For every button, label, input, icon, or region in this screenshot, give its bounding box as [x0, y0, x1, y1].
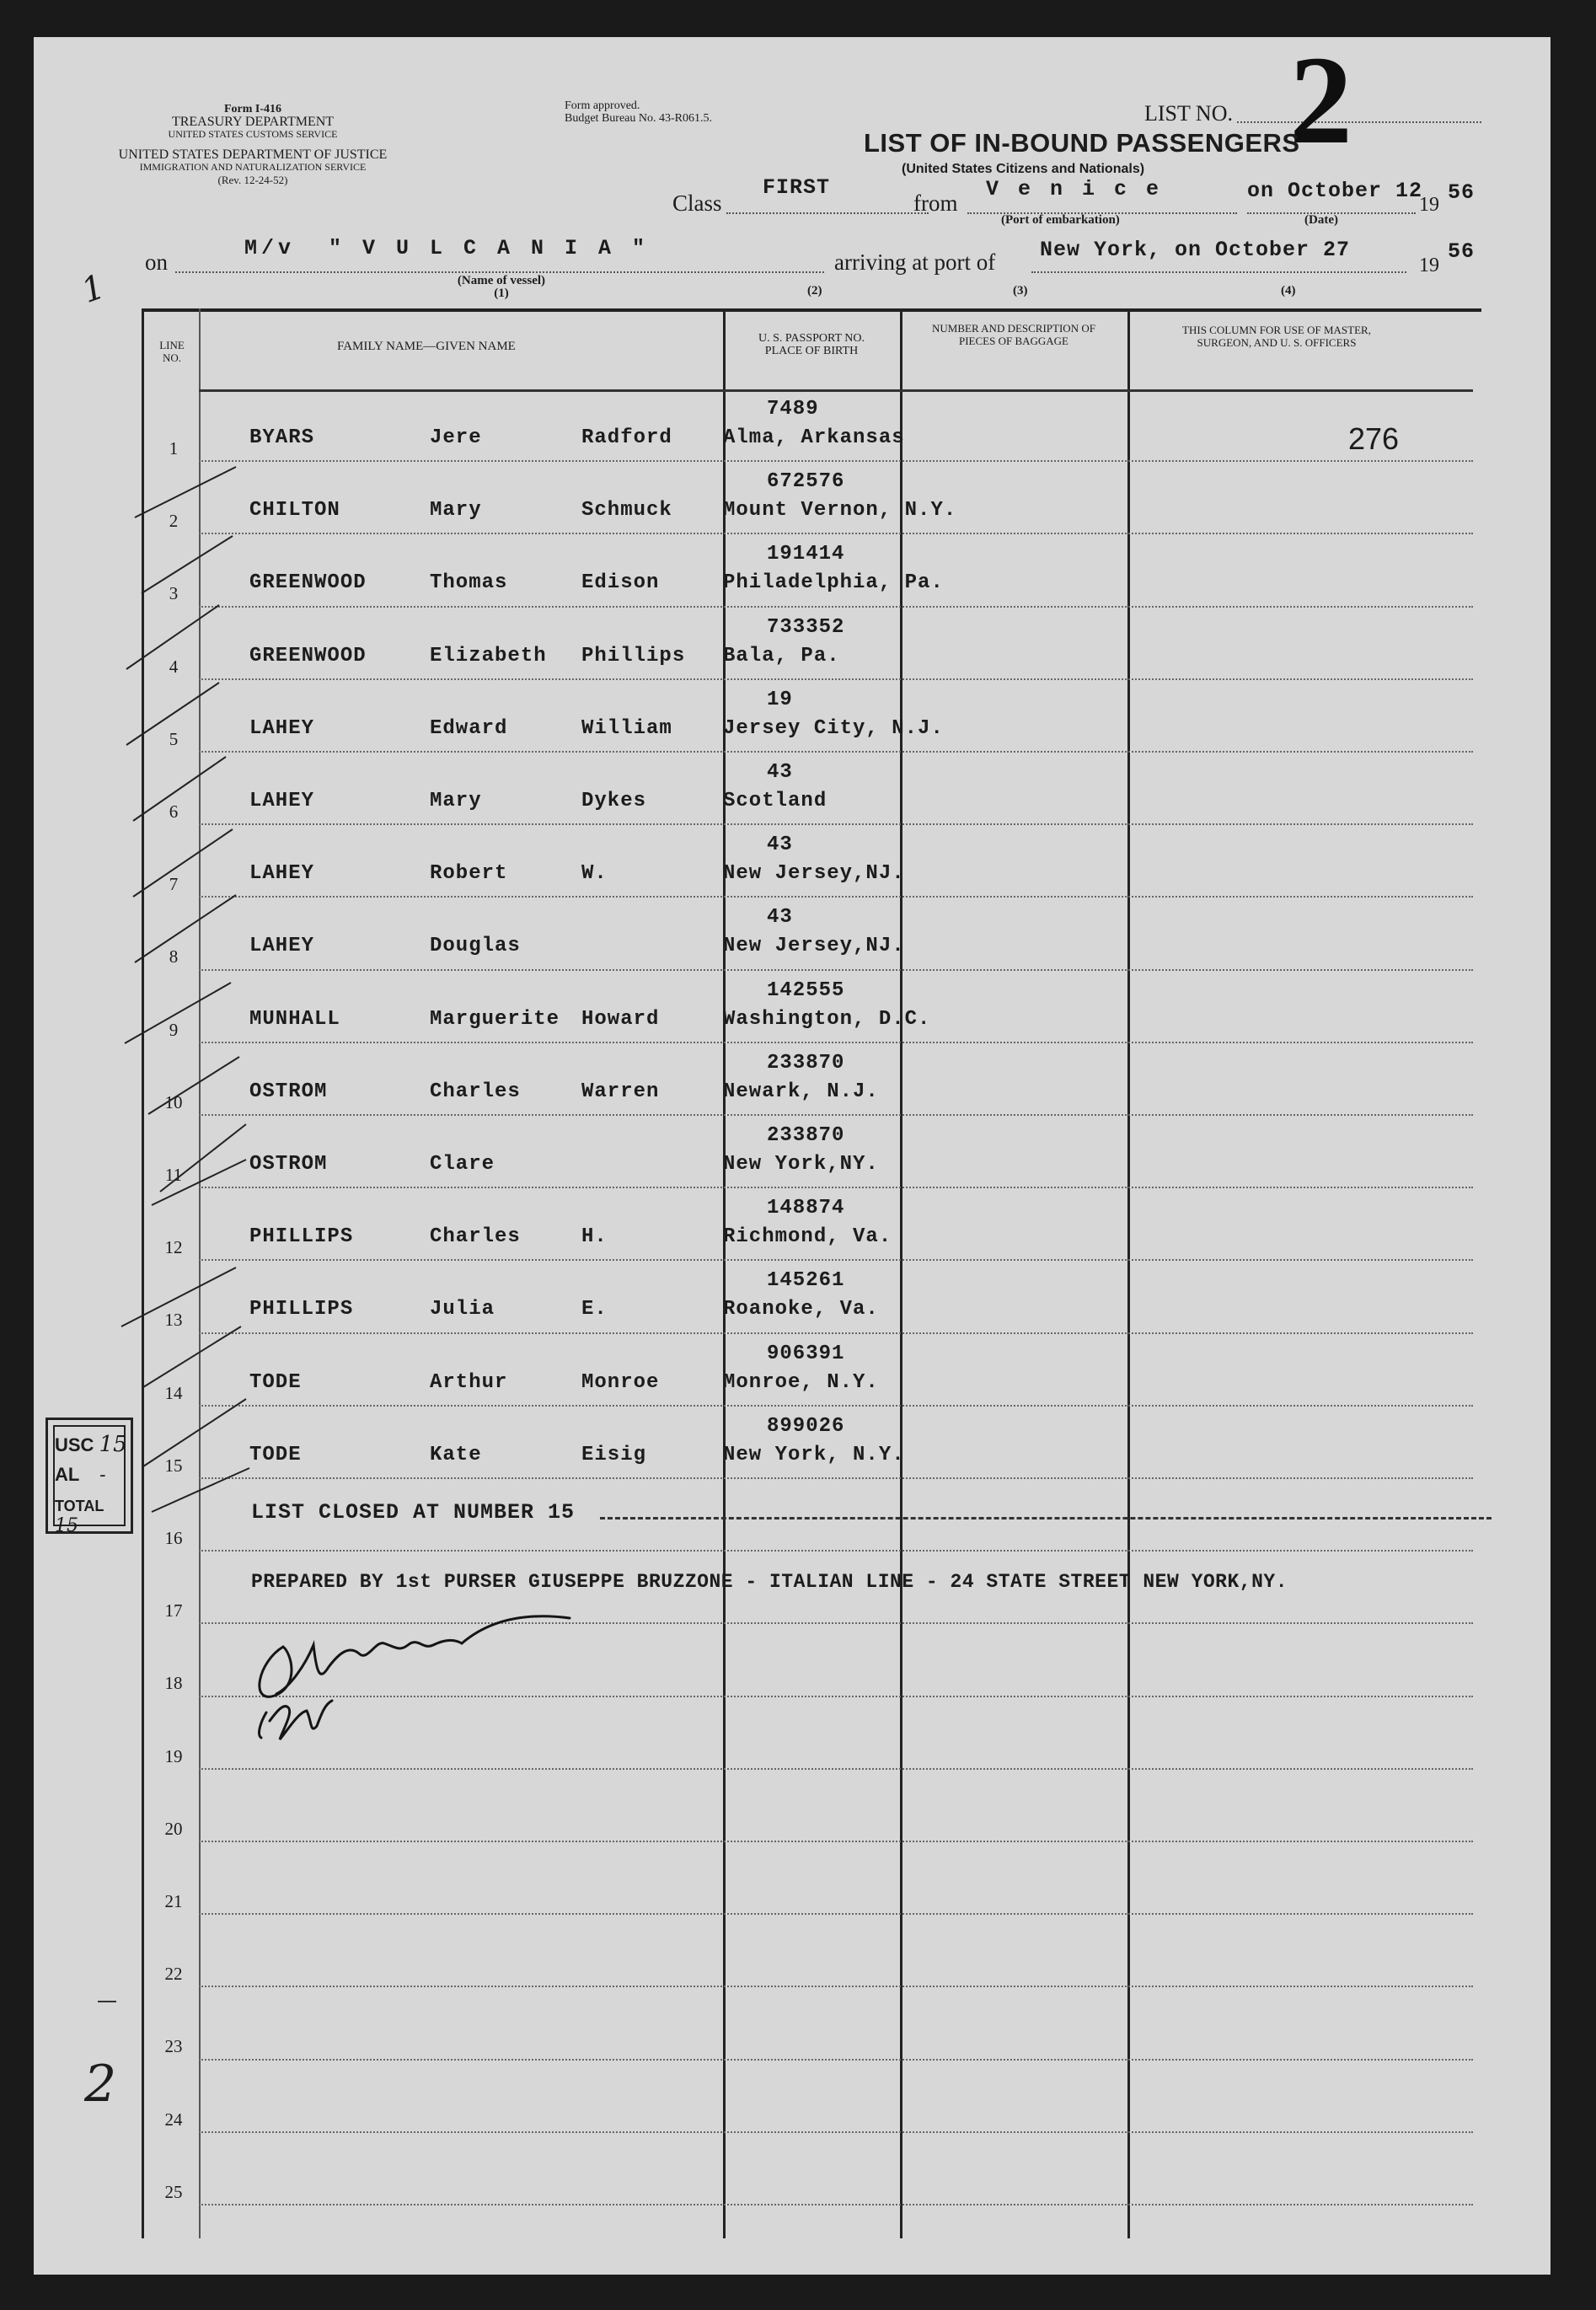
row-family-name: GREENWOOD	[249, 644, 367, 667]
row-passport-number: 899026	[767, 1414, 845, 1438]
row-place-of-birth: Washington, D.C.	[723, 1007, 931, 1031]
row-line-number: 8	[169, 946, 179, 967]
stamp-total-label: TOTAL	[55, 1498, 104, 1514]
row-line-number: 2	[169, 511, 179, 532]
col-header-passport-1: U. S. PASSPORT NO.	[758, 332, 865, 345]
treasury-dept: TREASURY DEPARTMENT	[171, 115, 335, 129]
row-family-name: LAHEY	[249, 716, 315, 740]
list-closed-dashes	[600, 1517, 1492, 1519]
ins-service: IMMIGRATION AND NATURALIZATION SERVICE	[139, 161, 367, 173]
row-given-name: Kate	[430, 1443, 482, 1466]
row-given-name: Julia	[430, 1298, 495, 1321]
vessel-col-num: (1)	[494, 287, 509, 300]
row-line-number: 12	[164, 1237, 183, 1258]
list-no-label: LIST NO.	[1144, 101, 1233, 126]
row-line-number: 25	[164, 2181, 183, 2202]
row-passport-number: 148874	[767, 1197, 845, 1220]
row-middle-name: Warren	[581, 1080, 660, 1103]
row-given-name: Robert	[430, 862, 508, 886]
row-line-number: 20	[164, 1818, 183, 1839]
row-middle-name: H.	[581, 1225, 608, 1249]
col-header-line-no: LINE NO.	[159, 339, 185, 364]
row-rule	[199, 969, 1473, 971]
stamp-total	[55, 1498, 131, 1536]
row-given-name: Edward	[430, 716, 508, 740]
year-value-1: 56	[1448, 180, 1475, 205]
vessel-note-text: (Name of vessel)	[457, 274, 546, 287]
row-line-number: 1	[169, 438, 179, 458]
row-family-name: OSTROM	[249, 1080, 328, 1103]
col-header-name: FAMILY NAME—GIVEN NAME	[337, 340, 516, 353]
row-line-number: 24	[164, 2109, 183, 2130]
row-line-number: 18	[164, 1673, 183, 1694]
margin-mark-top: 1	[76, 267, 110, 311]
prepared-by-line: PREPARED BY 1st PURSER GIUSEPPE BRUZZONE - ITALIAN LINE - 24 STATE STREET NEW YORK,NY.	[251, 1571, 1288, 1593]
row-rule	[199, 1114, 1473, 1116]
row-line-number: 3	[169, 583, 179, 604]
row-rule	[199, 896, 1473, 898]
row-place-of-birth: New York,NY.	[723, 1153, 879, 1176]
from-label: from	[913, 190, 958, 216]
row-family-name: LAHEY	[249, 935, 315, 958]
margin-dash	[98, 2001, 116, 2002]
row-given-name: Jere	[430, 426, 482, 449]
stamp-al-label: AL	[55, 1464, 79, 1485]
row-place-of-birth: Jersey City, N.J.	[723, 716, 944, 740]
row-line-number: 10	[164, 1091, 183, 1112]
row-family-name: MUNHALL	[249, 1007, 340, 1031]
stamp-al	[55, 1464, 106, 1486]
stamp-al-value: -	[99, 1465, 106, 1486]
row-line-number: 19	[164, 1745, 183, 1766]
row-family-name: TODE	[249, 1370, 302, 1394]
date-note: (Date)	[1304, 213, 1338, 227]
row-line-number: 4	[169, 656, 179, 677]
list-closed-line: LIST CLOSED AT NUMBER 15	[251, 1500, 576, 1525]
row-given-name: Charles	[430, 1225, 521, 1249]
row-line-number: 14	[164, 1382, 183, 1403]
row-given-name: Thomas	[430, 571, 508, 595]
row-family-name: TODE	[249, 1443, 302, 1466]
sub-title: (United States Citizens and Nationals)	[902, 162, 1145, 176]
row-passport-number: 142555	[767, 978, 845, 1002]
customs-service: UNITED STATES CUSTOMS SERVICE	[168, 128, 338, 140]
row-middle-name: Phillips	[581, 644, 686, 667]
row-middle-name: W.	[581, 862, 608, 886]
row-rule	[199, 2204, 1473, 2205]
row-middle-name: E.	[581, 1298, 608, 1321]
row-passport-number: 672576	[767, 470, 845, 494]
arrival-dotline	[1031, 271, 1406, 273]
row-line-number: 16	[164, 1528, 183, 1548]
row-middle-name: Schmuck	[581, 499, 672, 523]
row-line-number: 13	[164, 1310, 183, 1331]
justice-dept: UNITED STATES DEPARTMENT OF JUSTICE	[118, 147, 388, 162]
row-place-of-birth: New Jersey,NJ.	[723, 862, 905, 886]
row-rule	[199, 1405, 1473, 1407]
row-line-number: 23	[164, 2036, 183, 2057]
row-family-name: LAHEY	[249, 862, 315, 886]
departure-date: on October 12	[1247, 179, 1423, 203]
count-stamp	[46, 1418, 133, 1534]
row-rule	[199, 460, 1473, 462]
stamp-usc-value: 15	[99, 1432, 127, 1457]
arriving-label: arriving at port of	[834, 249, 996, 275]
row-given-name: Mary	[430, 499, 482, 523]
row-rule	[199, 751, 1473, 753]
col-header-officers: THIS COLUMN FOR USE OF MASTER, SURGEON, AND U. S. OFFICERS	[1182, 324, 1371, 349]
table-top-border	[142, 308, 1481, 312]
row-family-name: GREENWOOD	[249, 571, 367, 595]
row-officer-note: 276	[1348, 421, 1400, 456]
form-info-block	[135, 103, 371, 141]
row-given-name: Arthur	[430, 1370, 508, 1394]
row-family-name: CHILTON	[249, 499, 340, 523]
passenger-list-sheet	[34, 30, 1550, 2275]
row-place-of-birth: Monroe, N.Y.	[723, 1370, 879, 1394]
row-given-name: Clare	[430, 1153, 495, 1176]
row-rule	[199, 1913, 1473, 1915]
row-rule	[199, 606, 1473, 608]
vessel-note	[417, 275, 586, 300]
row-given-name: Mary	[430, 790, 482, 812]
row-line-number: 21	[164, 1891, 183, 1911]
revision: (Rev. 12-24-52)	[217, 174, 288, 186]
col-divider-name-passport	[723, 308, 726, 2238]
year-value-2: 56	[1448, 239, 1475, 264]
row-middle-name: Howard	[581, 1007, 660, 1031]
row-rule	[199, 1550, 1473, 1552]
col-num-3: (3)	[1013, 284, 1028, 297]
row-line-number: 17	[164, 1600, 183, 1621]
row-rule	[199, 1042, 1473, 1043]
row-passport-number: 43	[767, 906, 793, 930]
row-place-of-birth: Roanoke, Va.	[723, 1298, 879, 1321]
col-header-passport	[731, 332, 892, 357]
class-label: Class	[672, 190, 722, 216]
row-family-name: LAHEY	[249, 790, 315, 812]
class-value: FIRST	[763, 175, 831, 200]
class-dotline	[726, 212, 929, 214]
row-line-number: 7	[169, 874, 179, 895]
row-middle-name: Dykes	[581, 790, 647, 812]
vessel-dotline	[175, 271, 824, 273]
row-line-number: 11	[164, 1165, 183, 1185]
arrival-value: New York, on October 27	[1040, 238, 1351, 262]
row-middle-name: William	[581, 716, 672, 740]
row-rule	[199, 1259, 1473, 1261]
row-given-name: Charles	[430, 1080, 521, 1103]
row-passport-number: 19	[767, 688, 793, 711]
form-number: Form I-416	[223, 103, 282, 115]
row-passport-number: 906391	[767, 1342, 845, 1365]
row-place-of-birth: Bala, Pa.	[723, 644, 840, 667]
row-place-of-birth: Richmond, Va.	[723, 1225, 892, 1249]
row-rule	[199, 1187, 1473, 1188]
row-passport-number: 145261	[767, 1269, 845, 1293]
col-header-passport-2: PLACE OF BIRTH	[764, 345, 859, 357]
row-line-number: 6	[169, 801, 179, 822]
margin-mark-bottom: 2	[84, 2055, 117, 2114]
row-passport-number: 233870	[767, 1051, 845, 1075]
year-prefix-1: 19	[1419, 194, 1439, 216]
row-passport-number: 191414	[767, 543, 845, 566]
row-family-name: PHILLIPS	[249, 1225, 354, 1249]
row-passport-number: 233870	[767, 1124, 845, 1147]
stamp-usc	[55, 1432, 127, 1457]
row-rule	[199, 2059, 1473, 2061]
col-divider-baggage-officers	[1127, 308, 1130, 2238]
from-value: V e n i c e	[986, 177, 1163, 201]
row-middle-name: Monroe	[581, 1370, 660, 1394]
row-place-of-birth: Mount Vernon, N.Y.	[723, 499, 957, 523]
row-passport-number: 733352	[767, 615, 845, 639]
row-family-name: PHILLIPS	[249, 1298, 354, 1321]
row-rule	[199, 823, 1473, 825]
row-given-name: Elizabeth	[430, 644, 547, 667]
vessel-name: M/v " V U L C A N I A "	[244, 236, 650, 260]
col-num-2: (2)	[807, 284, 822, 297]
port-embark-note: (Port of embarkation)	[1001, 213, 1120, 227]
header-bottom-rule	[199, 389, 1473, 392]
row-place-of-birth: Philadelphia, Pa.	[723, 571, 944, 595]
row-passport-number: 7489	[767, 398, 819, 421]
check-marks	[34, 433, 287, 1529]
row-rule	[199, 1841, 1473, 1842]
row-rule	[199, 2131, 1473, 2133]
approval-block	[565, 99, 712, 125]
row-middle-name: Edison	[581, 571, 660, 595]
row-place-of-birth: New York, N.Y.	[723, 1443, 905, 1466]
on-label: on	[145, 249, 168, 275]
row-place-of-birth: New Jersey,NJ.	[723, 935, 905, 958]
row-family-name: OSTROM	[249, 1153, 328, 1176]
year-prefix-2: 19	[1419, 255, 1439, 276]
row-given-name: Marguerite	[430, 1007, 560, 1031]
list-no-value: 2	[1289, 30, 1352, 170]
row-line-number: 5	[169, 728, 179, 749]
stamp-usc-label: USC	[55, 1434, 94, 1455]
row-middle-name: Eisig	[581, 1443, 647, 1466]
col-divider-passport-baggage	[900, 308, 902, 2238]
approval-line1: Form approved.	[565, 99, 640, 112]
row-place-of-birth: Alma, Arkansas	[723, 426, 905, 449]
stamp-total-value: 15	[55, 1515, 78, 1536]
col-num-4: (4)	[1281, 284, 1296, 297]
row-rule	[199, 1332, 1473, 1334]
row-family-name: BYARS	[249, 426, 315, 449]
row-rule	[199, 678, 1473, 680]
row-passport-number: 43	[767, 761, 793, 784]
row-rule	[199, 1477, 1473, 1479]
row-middle-name: Radford	[581, 426, 672, 449]
purser-signature	[233, 1594, 738, 1755]
row-place-of-birth: Newark, N.J.	[723, 1080, 879, 1103]
row-place-of-birth: Scotland	[723, 790, 827, 812]
main-title: LIST OF IN-BOUND PASSENGERS	[864, 128, 1300, 158]
approval-line2: Budget Bureau No. 43-R061.5.	[565, 112, 712, 125]
row-line-number: 22	[164, 1964, 183, 1985]
list-no-dotline	[1237, 121, 1481, 123]
row-rule	[199, 533, 1473, 534]
col-header-baggage: NUMBER AND DESCRIPTION OF PIECES OF BAGGAGE	[932, 322, 1095, 347]
row-line-number: 9	[169, 1019, 179, 1040]
row-given-name: Douglas	[430, 935, 521, 958]
row-rule	[199, 1986, 1473, 1987]
row-rule	[199, 1768, 1473, 1770]
justice-block	[118, 148, 388, 186]
row-passport-number: 43	[767, 833, 793, 857]
row-line-number: 15	[164, 1455, 183, 1476]
